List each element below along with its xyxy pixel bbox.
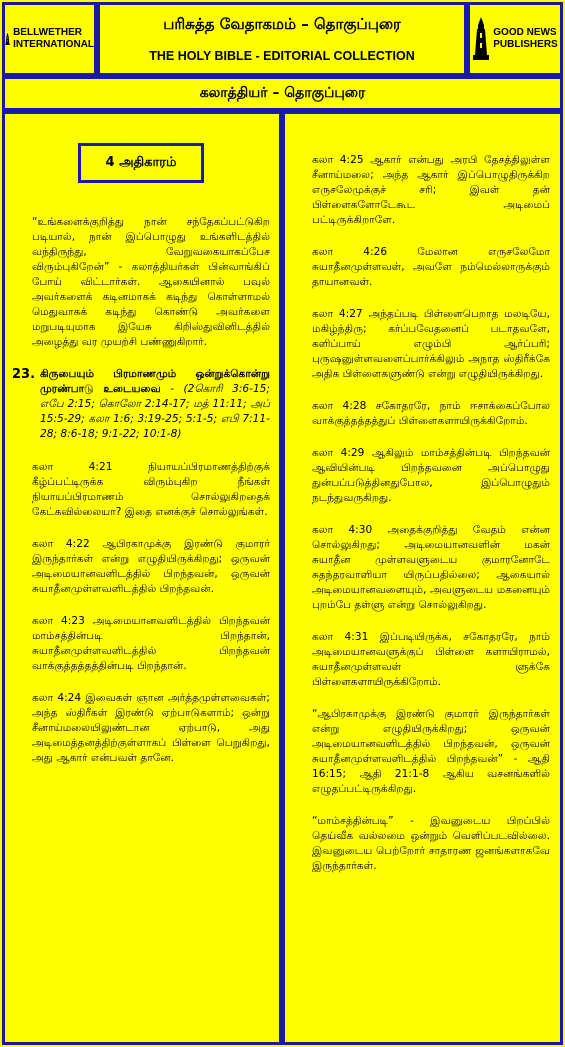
commentary-paragraph: “ஆபிரகாமுக்கு இரண்டு குமாரர் இருந்தார்கள் என்று எழுதியிருக்கிறது; ஒருவன் அடிமையானவளிடத்தில் பிறந்தவன், ஒருவன் சுயாதீனமுள்ளவளிடத்தில் பிறந்தவன்” - ஆதி 16:15; ஆதி 21:1-8 ஆகிய வசனங்களில் எழுதப்பட்டிருக்கிறது.: [312, 708, 550, 795]
left-logo-line2: INTERNATIONAL: [13, 39, 94, 50]
left-logo: [2, 2, 97, 76]
verse-paragraph: கலா 4:29 ஆகிலும் மாம்சத்தின்படி பிறந்தவன் ஆவியின்படி பிறந்தவனை அப்பொழுது துன்பப்படுத்தினதுபோல, இப்பொழுதும் நடந்துவருகிறது.: [312, 447, 550, 504]
section-heading: [12, 367, 270, 442]
tower-icon: [5, 17, 10, 61]
header-title-box: [97, 2, 467, 76]
section-references: - (2கொரி 3:6-15; எபே 2:15; கொலோ 2:14-17; மத் 11:11; அப் 15:5-29; கலா 1:6; 3:19-25; 5:1-5; எபி 7:11-28; 8:6-18; 9:1-22; 10:1-8): [40, 383, 270, 440]
chapter-label: 4 அதிகாரம்: [78, 143, 204, 183]
verse-paragraph: கலா 4:25 ஆகார் என்பது அரபி தேசத்திலுள்ள சீனாய்மலை; அந்த ஆகார் இப்பொழுதிருக்கிற எருசலேமுக்குச் சரி; இவள் தன் பிள்ளைகளோடேகூட அடிமைப் பட்டிருக்கிறாளே.: [312, 154, 550, 226]
verse-paragraph: கலா 4:26 மேலான எருசலேமோ சுயாதீனமுள்ளவள், அவளே நம்மெல்லாருக்கும் தாயானவள்.: [312, 246, 550, 288]
verse-paragraph: கலா 4:27 அந்தப்படி பிள்ளைபெறாத மலடியே, மகிழ்ந்திரு; கர்ப்பவேதனைப் படாதவளே, களிப்பாய் எழும்பி ஆர்ப்பரி; புருஷனுள்ளவளைப்பார்க்கிலும் அநாத ஸ்திரீக்கே அதிக பிள்ளைகளுண்டு என்று எழுதியிருக்கிறது.: [312, 308, 550, 380]
left-column-text: [12, 215, 270, 783]
right-column-text: [312, 153, 550, 891]
verse-paragraph: கலா 4:21 நியாயப்பிரமாணத்திற்குக் கீழ்ப்பட்டிருக்க விரும்புகிற நீங்கள் நியாயப்பிரமாணம் சொல்லுகிறதைக் கேட்கவில்லையா? இதை எனக்குச் சொல்லுங்கள்.: [32, 461, 270, 518]
section-number: 23.: [12, 367, 36, 382]
right-logo-line2: PUBLISHERS: [493, 39, 558, 50]
left-logo-line1: BELLWETHER: [13, 27, 82, 38]
right-logo: [467, 2, 563, 76]
tower-icon: [472, 17, 490, 61]
page-title-english: THE HOLY BIBLE - EDITORIAL COLLECTION: [149, 49, 415, 63]
right-logo-line1: GOOD NEWS: [493, 27, 557, 38]
verse-paragraph: கலா 4:30 அதைக்குறித்து வேதம் என்ன சொல்லுகிறது; அடிமையானவளின் மகன் சுயாதீன முள்ளவளுடைய குமாரனோடே சுதந்தரவாளியா யிருப்பதில்லை; ஆகையால் அடிமையானவளையும், அவளுடைய மகனையும் புறம்பே தள்ளு என்று சொல்லுகிறது.: [312, 524, 550, 611]
intro-paragraph: “உங்களைக்குறித்து நான் சந்தேகப்பட்டுகிற படியால், நான் இப்பொழுது உங்களிடத்தில் வந்திருந்து, வேறுவகையாகப்பேச விரும்புகிறேன்” - கலாத்தியர்கள் பின்வாங்கிப் போய் விட்டார்கள். ஆகையினால் பவுல் அவர்களைக் கடினமாகக் கடிந்து கொள்ளாமல் மெதுவாகக் கடிந்து கொண்டு அவர்களை மறுபடியுமாக இயேசு கிறிஸ்துவினிடத்தில் அழைத்து வர முயற்சி பண்ணுகிறார்.: [32, 216, 270, 348]
verse-paragraph: கலா 4:28 சகோதரரே, நாம் ஈசாக்கைப்போல வாக்குத்தத்தத்துப் பிள்ளைகளாயிருக்கிறோம்.: [312, 400, 550, 427]
verse-paragraph: கலா 4:31 இப்படியிருக்க, சகோதரரே, நாம் அடிமையானவளுக்குப் பிள்ளை களாயிராமல், சுயாதீனமுள்ளவள் ளுக்கே பிள்ளைகளாயிருக்கிறோம்.: [312, 631, 550, 688]
book-title-box: [2, 76, 563, 111]
commentary-paragraph: “மாம்சத்தின்படி” - இவனுடைய பிறப்பில் தெய்வீக வல்லமை ஒன்றும் வெளிப்படவில்லை. இவனுடைய பெற்றோர் சாதாரண ஜனங்களாகவே இருந்தார்கள்.: [312, 815, 550, 872]
page-title-tamil: பரிசுத்த வேதாகமம் – தொகுப்புரை: [163, 15, 401, 33]
section-title: கிருபையும் பிரமாணமும் ஒன்றுக்கொன்று முரண்பாடு உடையவை: [40, 368, 270, 395]
book-title: கலாத்தியர் – தொகுப்புரை: [199, 84, 366, 101]
verse-paragraph: கலா 4:23 அடிமையானவளிடத்தில் பிறந்தவன் மாம்சத்தின்படி பிறந்தான், சுயாதீனமுள்ளவளிடத்தில் பிறந்தவன் வாக்குத்தத்தத்தின்படி பிறந்தான்.: [32, 615, 270, 672]
verse-paragraph: கலா 4:22 ஆபிரகாமுக்கு இரண்டு குமாரர் இருந்தார்கள் என்று எழுதியிருக்கிறது; ஒருவன் அடிமையானவளிடத்தில் பிறந்தவன், ஒருவன் சுயாதீனமுள்ளவளிடத்தில் பிறந்தவன்.: [32, 538, 270, 595]
verse-paragraph: கலா 4:24 இவைகள் ஞான அர்த்தமுள்ளவைகள்; அந்த ஸ்திரீகள் இரண்டு ஏற்பாடுகளாம்; ஒன்று சீனாய்மலையிலுண்டான ஏற்பாடு, அது அடிமைத்தனத்திற்குள்ளாகப் பிள்ளை பெறுகிறது, அது ஆகார் என்பவள் தானே.: [32, 692, 270, 764]
